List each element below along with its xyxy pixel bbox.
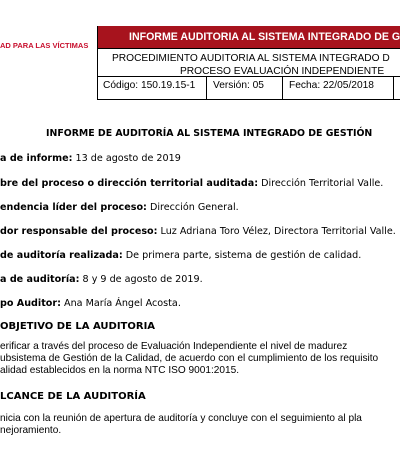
field-label: de auditoría realizada: xyxy=(0,250,123,261)
field-report-date xyxy=(0,153,181,164)
procedure-line-2: PROCESO EVALUACIÓN INDEPENDIENTE xyxy=(180,66,385,77)
field-process-owner xyxy=(0,226,396,237)
scope-paragraph xyxy=(0,413,400,437)
document-code: Código: 150.19.15-1 xyxy=(103,80,196,91)
field-label: dor responsable del proceso: xyxy=(0,226,158,237)
field-audit-team xyxy=(0,298,181,309)
field-label: po Auditor: xyxy=(0,298,61,309)
table-border xyxy=(97,48,400,49)
field-value: Dirección General. xyxy=(146,202,239,213)
field-label: a de auditoría: xyxy=(0,274,80,285)
document-title: INFORME DE AUDITORÍA AL SISTEMA INTEGRADO DE GESTIÓN xyxy=(46,128,373,139)
field-value: Dirección Territorial Valle. xyxy=(258,178,384,189)
section-heading-objective: OBJETIVO DE LA AUDITORIA xyxy=(0,321,156,332)
table-divider xyxy=(393,76,394,99)
objective-paragraph xyxy=(0,341,400,377)
paragraph-line: alidad establecidos en la norma NTC ISO 9001:2015. xyxy=(0,365,240,376)
table-divider xyxy=(282,76,283,99)
document-date: Fecha: 22/05/2018 xyxy=(289,80,374,91)
field-audit-date xyxy=(0,274,203,285)
field-lead-unit xyxy=(0,202,239,213)
field-value: De primera parte, sistema de gestión de calidad. xyxy=(122,250,362,261)
field-label: endencia líder del proceso: xyxy=(0,202,147,213)
field-value: Ana María Ángel Acosta. xyxy=(60,298,181,309)
field-process-audited xyxy=(0,178,383,189)
logo-text: AD PARA LAS VÍCTIMAS xyxy=(0,41,89,50)
table-border xyxy=(97,99,400,100)
table-divider xyxy=(206,76,207,99)
paragraph-line: erificar a través del proceso de Evaluación Independiente el nivel de madurez xyxy=(0,341,348,352)
field-value: 13 de agosto de 2019 xyxy=(72,153,181,164)
paragraph-line: nicia con la reunión de apertura de auditoría y concluye con el seguimiento al pla xyxy=(0,413,362,424)
paragraph-line: ubsistema de Gestión de la Calidad, de acuerdo con el cumplimiento de los requisito xyxy=(0,353,379,364)
field-audit-type xyxy=(0,250,361,261)
section-heading-scope: LCANCE DE LA AUDITORÍA xyxy=(0,391,146,402)
table-border-left xyxy=(97,26,98,100)
field-value: Luz Adriana Toro Vélez, Directora Territorial Valle. xyxy=(157,226,396,237)
procedure-line-1: PROCEDIMIENTO AUDITORIA AL SISTEMA INTEGRADO D xyxy=(112,53,390,64)
report-title-bar: INFORME AUDITORIA AL SISTEMA INTEGRADO DE G xyxy=(97,26,400,48)
field-label: bre del proceso o dirección territorial auditada: xyxy=(0,178,259,189)
paragraph-line: nejoramiento. xyxy=(0,425,62,436)
document-version: Versión: 05 xyxy=(213,80,264,91)
field-value: 8 y 9 de agosto de 2019. xyxy=(79,274,203,285)
field-label: a de informe: xyxy=(0,153,73,164)
